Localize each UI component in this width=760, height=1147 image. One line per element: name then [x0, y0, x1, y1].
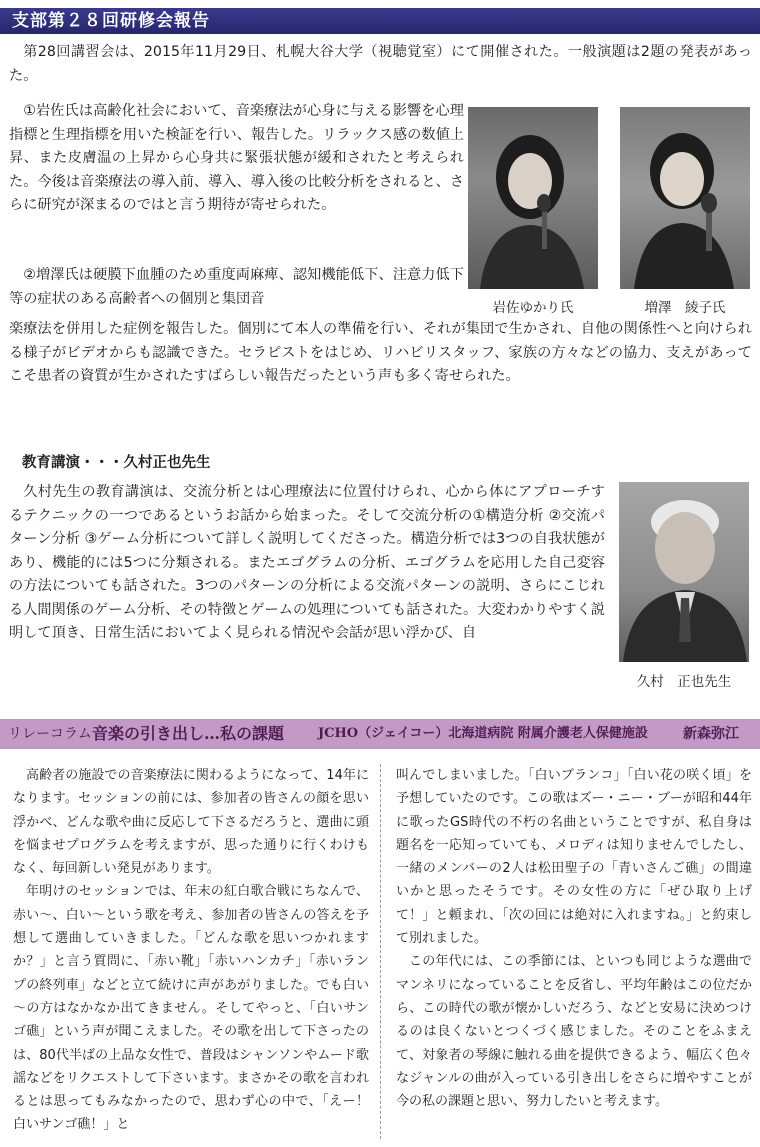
relay-right-paragraph-2: この年代には、この季節には、といつも同じような選曲でマンネリになっていることを反省し、平均年齢はこの位だから、この時代の歌が懐かしいだろう、などと安易に決めつけるのは良くないとつくづく感じました。そのことをふまえて、対象者の琴線に触れる曲を提供できるよう、幅広く色々なジャンルの曲が入っている引き出しをさらに増やすことが今の私の課題と思い、努力したいと考えます。 [396, 954, 752, 1110]
lecture-paragraph: 久村先生の教育講演は、交流分析とは心理療法に位置付けられ、心から体にアプローチするテクニックの一つであるというお話から始まった。そして交流分析の①構造分析 ②交流パターン分析 ③ゲーム分析について詳しく説明してくださった。構造分析では3つの自我状態があり、機能的には5つに分類される。またエゴグラムの分析、エゴグラムを応用した自己変容の方法についても話された。3つのパターンの分析による交流パターンの説明、さらにこじれる人間関係のゲーム分析、その特徴とゲームの処理についても話された。大変わかりやすく説明して頂き、日常生活においてよく見られる情況や会話が思い浮かび、自 [9, 484, 605, 641]
relay-column-organization: JCHO（ジェイコー）北海道病院 附属介護老人保健施設 [318, 726, 648, 741]
photo-masuzawa [620, 107, 750, 289]
person-portrait-icon [620, 107, 750, 289]
relay-column-right [396, 764, 752, 1113]
relay-column-label: リレーコラム [8, 726, 92, 742]
relay-column-header [0, 719, 760, 749]
relay-column-title: 音楽の引き出し…私の課題 [92, 724, 285, 743]
relay-column-left [13, 764, 369, 1137]
section-header-bar [0, 8, 760, 34]
relay-left-paragraph-1: 高齢者の施設での音楽療法に関わるようになって、14年になります。セッションの前には、参加者の皆さんの顔を思い浮かべ、どんな歌や曲に反応して下さるだろうと、選曲に頭を悩ませプログラムを考えますが、思った通りに行くわけもなく、毎回新しい発見があります。 [13, 768, 369, 877]
presentation-1-paragraph: ①岩佐氏は高齢化社会において、音楽療法が心身に与える影響を心理指標と生理指標を用いた検証を行い、報告した。リラックス感の数値上昇、また皮膚温の上昇から心身共に緊張状態が緩和されたと考えられた。今後は音楽療法の導入前、導入、導入後の比較分析をされると、さらに研究が深まるのではと言う期待が寄せられた。 [9, 103, 464, 213]
column-divider [380, 764, 381, 1139]
photo-kumura-caption: 久村 正也先生 [636, 674, 732, 690]
presentation-2-paragraph-cont: 楽療法を併用した症例を報告した。個別にて本人の準備を行い、それが集団で生かされ、自他の関係性へと向けられる様子がビデオからも認識できた。セラピストをはじめ、リハビリスタッフ、家族の方々などの協力、支えがあってこそ患者の資質が生かされたすばらしい報告だったという声も多く寄せられた。 [9, 321, 752, 384]
photo-masuzawa-caption: 増澤 綾子氏 [644, 300, 726, 316]
photo-iwasa [468, 107, 598, 289]
relay-left-paragraph-2: 年明けのセッションでは、年末の紅白歌合戦にちなんで、赤い～、白い～という歌を考え、参加者の皆さんの答えを予想して選曲していきました。「どんな歌を思いつかれますか？」と言う質問に、「赤い靴」「赤いハンカチ」「赤いランプの終列車」などと立て続けに声があがりました。でも白い～の方はなかなか出てきません。そしてやっと、「白いサンゴ礁」という声が聞こえました。その歌を出して下さったのは、80代半ばの上品な女性で、普段はシャンソンやムード歌謡などをリクエストして下さいます。まさかその歌を言われるとは思ってもみなかったので、思わず心の中で、「えー！白いサンゴ礁！」と [13, 884, 369, 1133]
relay-right-paragraph-1: 叫んでしまいました。「白いブランコ」「白い花の咲く頃」を予想していたのです。この歌はズー・ニー・ブーが昭和44年に歌ったGS時代の不朽の名曲ということですが、私自身は題名を一応知っていても、メロディは知りませんでしたし、一緒のメンバーの2人は松田聖子の「青いさんご礁」の間違いかと思ったそうです。その女性の方に「ぜひ取り上げて！」と頼まれ、「次の回には絶対に入れますね。」と約束して別れました。 [396, 768, 752, 947]
intro-paragraph: 第28回講習会は、2015年11月29日、札幌大谷大学（視聴覚室）にて開催された。一般演題は2題の発表があった。 [9, 44, 752, 84]
lecture-heading: 教育講演・・・久村正也先生 [22, 455, 211, 471]
person-portrait-icon [468, 107, 598, 289]
photo-iwasa-caption: 岩佐ゆかり氏 [492, 300, 574, 316]
section-title: 支部第２８回研修会報告 [12, 11, 210, 31]
person-portrait-icon [619, 482, 749, 662]
photo-kumura [619, 482, 749, 662]
relay-column-author: 新森弥江 [683, 726, 739, 742]
presentation-2-paragraph-start: ②増澤氏は硬膜下血腫のため重度両麻痺、認知機能低下、注意力低下等の症状のある高齢者への個別と集団音 [9, 267, 464, 307]
